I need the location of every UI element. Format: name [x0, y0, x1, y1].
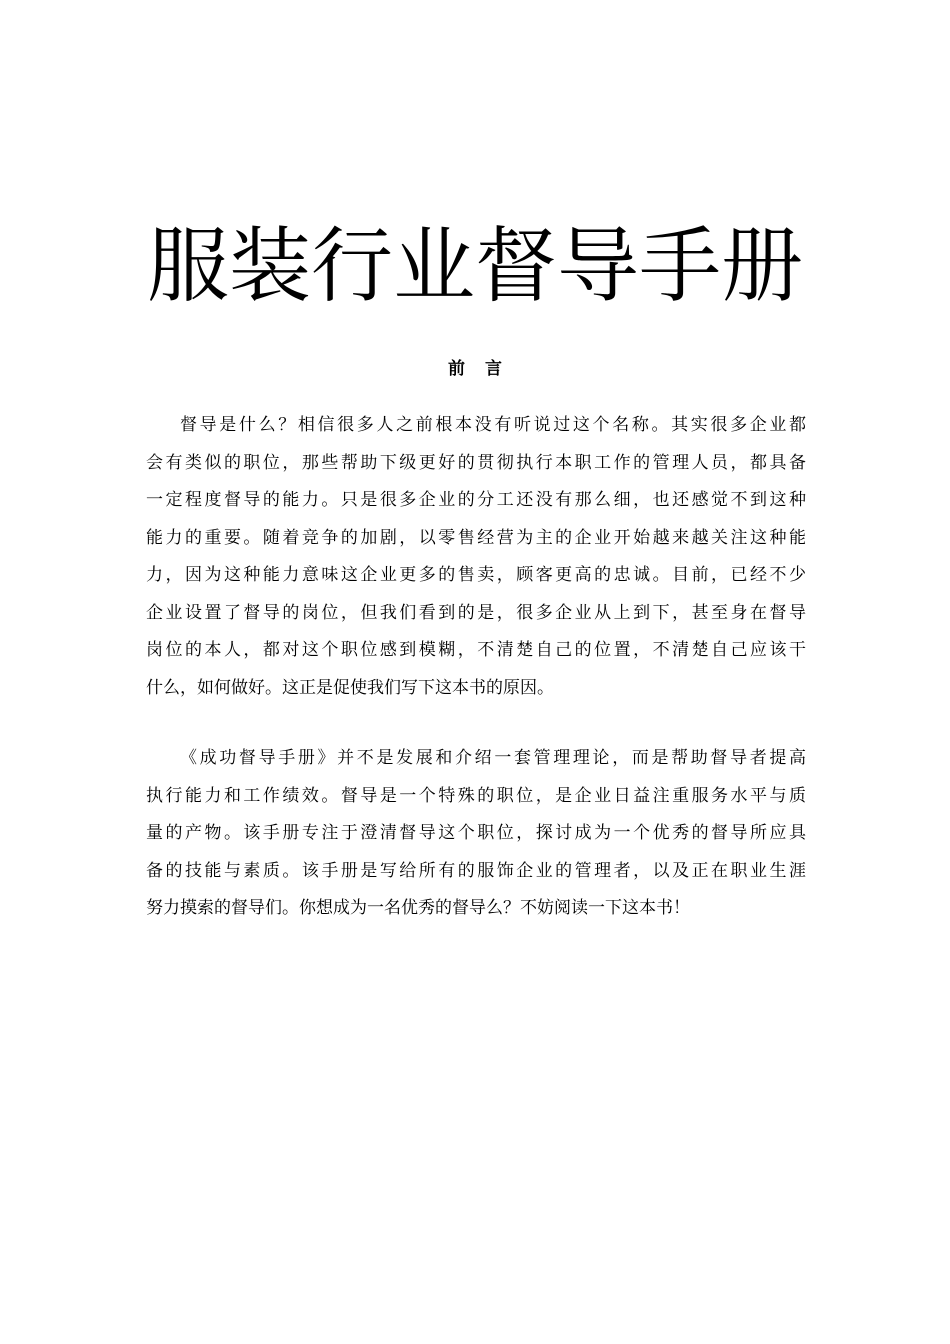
paragraph-line: 执行能力和工作绩效。督导是一个特殊的职位，是企业日益注重服务水平与质: [146, 785, 806, 806]
paragraph-line: 督导是什么？相信很多人之前根本没有听说过这个名称。其实很多企业都: [180, 415, 806, 435]
paragraph-line: 企业设置了督导的岗位，但我们看到的是，很多企业从上到下，甚至身在督导: [146, 602, 806, 623]
preface-paragraph-1: [146, 407, 806, 707]
document-title: 服装行业督导手册: [146, 219, 803, 314]
paragraph-line: 岗位的本人，都对这个职位感到模糊，不清楚自己的位置，不清楚自己应该干: [146, 640, 806, 660]
paragraph-line: 《成功督导手册》并不是发展和介绍一套管理理论，而是帮助督导者提高: [180, 748, 806, 768]
paragraph-line: 会有类似的职位，那些帮助下级更好的贯彻执行本职工作的管理人员，都具备: [146, 452, 806, 473]
paragraph-line: 一定程度督导的能力。只是很多企业的分工还没有那么细，也还感觉不到这种: [146, 490, 806, 510]
paragraph-line: 力，因为这种能力意味这企业更多的售卖，顾客更高的忠诚。目前，已经不少: [146, 565, 806, 585]
paragraph-line: 什么，如何做好。这正是促使我们写下这本书的原因。: [146, 677, 554, 698]
paragraph-line: 努力摸索的督导们。你想成为一名优秀的督导么？不妨阅读一下这本书！: [146, 898, 690, 918]
paragraph-line: 备的技能与素质。该手册是写给所有的服饰企业的管理者，以及正在职业生涯: [146, 860, 806, 881]
preface-paragraph-2: [146, 740, 806, 928]
paragraph-line: 量的产物。该手册专注于澄清督导这个职位，探讨成为一个优秀的督导所应具: [146, 823, 806, 843]
paragraph-line: 能力的重要。随着竞争的加剧，以零售经营为主的企业开始越来越关注这种能: [146, 527, 806, 548]
preface-heading: 前言: [448, 359, 522, 379]
